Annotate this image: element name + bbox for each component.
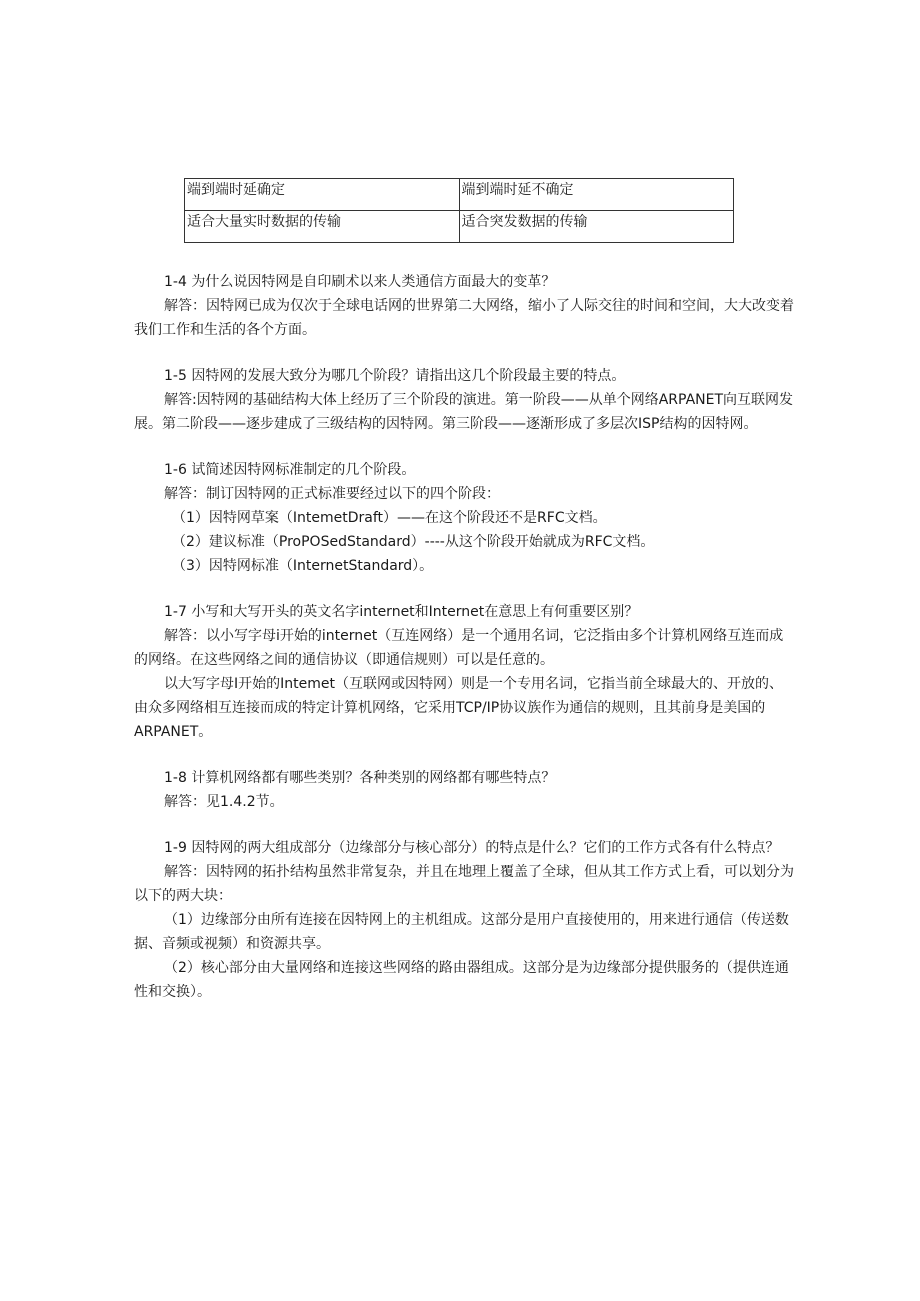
answer-1-5: 解答:因特网的基础结构大体上经历了三个阶段的演进。第一阶段——从单个网络ARPANET向互联网发展。第二阶段——逐步建成了三级结构的因特网。第三阶段——逐渐形成了多层次ISP结构的因特网。	[134, 392, 794, 432]
answer-1-6: 解答：制订因特网的正式标准要经过以下的四个阶段：	[164, 486, 500, 502]
question-1-8: 1-8 计算机网络都有哪些类别？各种类别的网络都有哪些特点？	[164, 770, 556, 786]
question-1-9: 1-9 因特网的两大组成部分（边缘部分与核心部分）的特点是什么？它们的工作方式各有什么特点？	[164, 840, 780, 856]
list-item: （2）建议标准（ProPOSedStandard）----从这个阶段开始就成为RFC文档。	[172, 534, 655, 550]
question-1-6: 1-6 试简述因特网标准制定的几个阶段。	[164, 462, 416, 478]
document-body	[134, 270, 794, 1004]
answer-1-9: 解答：因特网的拓扑结构虽然非常复杂，并且在地理上覆盖了全球，但从其工作方式上看，可以划分为以下的两大块：	[134, 864, 794, 904]
table-cell: 端到端时延确定	[185, 179, 460, 211]
question-1-5: 1-5 因特网的发展大致分为哪几个阶段？请指出这几个阶段最主要的特点。	[164, 368, 626, 384]
question-1-4: 1-4 为什么说因特网是自印刷术以来人类通信方面最大的变革？	[164, 274, 556, 290]
table-row	[185, 211, 734, 243]
list-item: （2）核心部分由大量网络和连接这些网络的路由器组成。这部分是为边缘部分提供服务的（提供连通性和交换）。	[134, 960, 789, 1000]
answer-1-4: 解答：因特网已成为仅次于全球电话网的世界第二大网络，缩小了人际交往的时间和空间，大大改变着我们工作和生活的各个方面。	[134, 298, 794, 338]
answer-1-7: 解答：以小写字母i开始的internet（互连网络）是一个通用名词，它泛指由多个计算机网络互连而成的网络。在这些网络之间的通信协议（即通信规则）可以是任意的。	[134, 628, 784, 668]
comparison-table	[184, 178, 734, 243]
answer-1-8: 解答：见1.4.2节。	[164, 794, 284, 810]
table-cell: 适合突发数据的传输	[459, 211, 734, 243]
answer-1-7-continued: 以大写字母I开始的Intemet（互联网或因特网）则是一个专用名词，它指当前全球最大的、开放的、由众多网络相互连接而成的特定计算机网络，它采用TCP/IP协议族作为通信的规则，且其前身是美国的ARPANET。	[134, 676, 783, 740]
list-item: （1）因特网草案（IntemetDraft）——在这个阶段还不是RFC文档。	[172, 510, 607, 526]
table-cell: 适合大量实时数据的传输	[185, 211, 460, 243]
table-cell: 端到端时延不确定	[459, 179, 734, 211]
list-item: （3）因特网标准（InternetStandard）。	[172, 558, 434, 574]
table-row	[185, 179, 734, 211]
list-item: （1）边缘部分由所有连接在因特网上的主机组成。这部分是用户直接使用的，用来进行通信（传送数据、音频或视频）和资源共享。	[134, 912, 789, 952]
question-1-7: 1-7 小写和大写开头的英文名字internet和Internet在意思上有何重要区别？	[164, 604, 639, 620]
